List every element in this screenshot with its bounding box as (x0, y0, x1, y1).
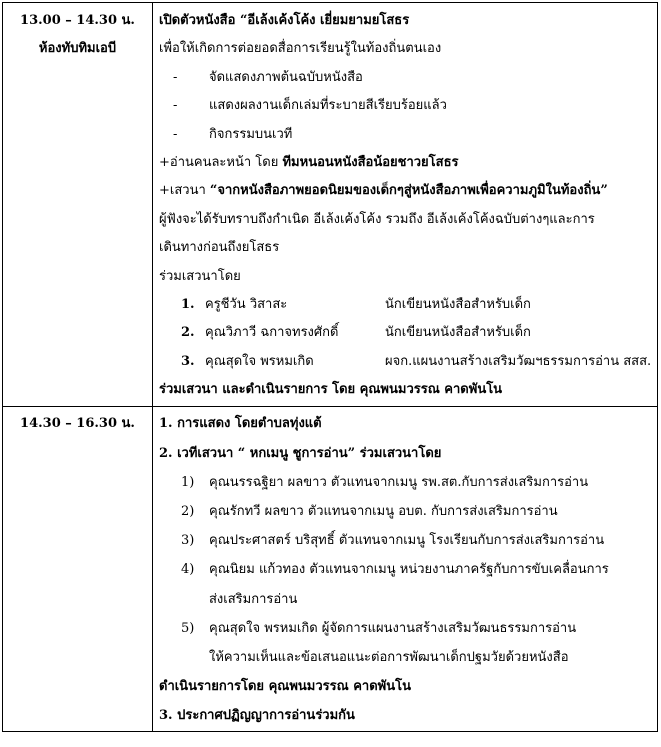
activity-item (159, 64, 653, 92)
seminar-prefix: +เสวนา (159, 183, 210, 199)
seminar-line (159, 177, 653, 205)
panelist-item (159, 348, 653, 376)
speaker-number: 5) (181, 620, 195, 636)
activity-item (159, 92, 653, 120)
time-cell-1 (3, 3, 153, 407)
session2-item2: 2. เวทีเสวนา “ หกเมนู ชูการอ่าน” ร่วมเสวนาโดย (159, 445, 442, 461)
activity-bullet: - (173, 69, 178, 85)
reading-team: ทีมหนอนหนังสือน้อยชาวยโสธร (282, 154, 459, 170)
activity-text: แสดงผลงานเด็กเล่มที่ระบายสีเรียบร้อยแล้ว (209, 98, 447, 114)
speaker-text: คุณสุดใจ พรหมเกิด ผู้จัดการแผนงานสร้างเสริมวัฒนธรรมการอ่าน (209, 620, 577, 636)
session1-purpose: เพื่อให้เกิดการต่อยอดสื่อการเรียนรู้ในท้องถิ่นตนเอง (159, 41, 442, 57)
reading-line (159, 149, 653, 177)
speaker-number: 2) (181, 504, 195, 520)
speaker-text: คุณนรรฉฐิยา ผลขาว ตัวแทนจากเมนู รพ.สต.กับการส่งเสริมการอ่าน (209, 474, 589, 490)
speaker-item (159, 468, 653, 497)
panelist-item (159, 291, 653, 319)
panelist-number: 1. (181, 296, 195, 312)
activity-text: กิจกรรมบนเวที (209, 126, 293, 142)
speaker-text: คุณนิยม แก้วทอง ตัวแทนจากเมนู หน่วยงานภาครัฐกับการขับเคลื่อนการ (209, 562, 609, 578)
speaker-text: คุณรักทวี ผลขาว ตัวแทนจากเมนู อบต. กับการส่งเสริมการอ่าน (209, 504, 558, 520)
activity-text: จัดแสดงภาพต้นฉบับหนังสือ (209, 69, 363, 85)
seminar-title: “จากหนังสือภาพยอดนิยมของเด็กๆสู่หนังสือภาพเพื่อความภูมิในท้องถิ่น” (209, 183, 608, 199)
session1-room: ห้องทับทิมเอบี (38, 41, 117, 57)
panelist-role: นักเขียนหนังสือสำหรับเด็ก (385, 325, 531, 341)
description-line-2: เดินทางก่อนถึงยโสธร (159, 240, 280, 256)
session1-title: “อีเล้งเค้งโค้ง เยี่ยมยามยโสธร (239, 13, 410, 28)
panelist-name: คุณวิภาวี ฉกาจทรงศักดิ์ (205, 325, 339, 341)
speaker-continuation: ให้ความเห็นและข้อเสนอแนะต่อการพัฒนาเด็กปฐมวัยด้วยหนังสือ (209, 649, 569, 665)
session1-title-line (159, 7, 653, 35)
speaker-item (159, 497, 653, 526)
speaker-text: คุณประศาสตร์ บริสุทธิ์ ตัวแทนจากเมนู โรงเรียนกับการส่งเสริมการอ่าน (209, 533, 605, 549)
session1-moderator: ร่วมเสวนา และดำเนินรายการ โดย คุณพนมวรรณ คาดพันโน (159, 382, 503, 398)
activity-bullet: - (173, 98, 178, 114)
content-cell-2 (153, 407, 658, 731)
session2-time: 14.30 – 16.30 น. (20, 416, 135, 432)
panelist-number: 2. (181, 325, 195, 341)
speaker-number: 3) (181, 533, 195, 549)
session-row-1 (3, 3, 658, 407)
speaker-number: 4) (181, 562, 195, 578)
panel-label: ร่วมเสวนาโดย (159, 268, 241, 284)
panelist-role: ผจก.แผนงานสร้างเสริมวัฒฯธรรมการอ่าน สสส. (385, 353, 652, 369)
description-line-1: ผู้ฟังจะได้รับทราบถึงกำเนิด อีเล้งเค้งโค้ง รวมถึง อีเล้งเค้งโค้งฉบับต่างๆและการ (159, 211, 595, 227)
session2-item3: 3. ประกาศปฏิญญาการอ่านร่วมกัน (159, 708, 355, 724)
activity-bullet: - (173, 126, 178, 142)
panelist-item (159, 319, 653, 347)
session-row-2 (3, 407, 658, 731)
time-cell-2 (3, 407, 153, 731)
content-cell-1 (153, 3, 658, 407)
panelist-role: นักเขียนหนังสือสำหรับเด็ก (385, 296, 531, 312)
speaker-item (159, 555, 653, 584)
panelist-number: 3. (181, 353, 195, 369)
session2-item1: 1. การแสดง โดยตำบลทุ่งแต้ (159, 416, 322, 432)
session2-moderator: ดำเนินรายการโดย คุณพนมวรรณ คาดพันโน (159, 679, 411, 695)
activity-item (159, 121, 653, 149)
speaker-item (159, 526, 653, 555)
panelist-name: คุณสุดใจ พรหมเกิด (205, 353, 314, 369)
speaker-number: 1) (181, 474, 195, 490)
speaker-item (159, 614, 653, 643)
session1-time: 13.00 – 14.30 น. (20, 13, 135, 28)
session1-title-prefix: เปิดตัวหนังสือ (159, 13, 240, 28)
speaker-continuation: ส่งเสริมการอ่าน (209, 591, 298, 607)
schedule-table (2, 2, 658, 732)
reading-prefix: +อ่านคนละหน้า โดย (159, 154, 283, 170)
panelist-name: ครูชีวัน วิสาสะ (205, 296, 288, 312)
